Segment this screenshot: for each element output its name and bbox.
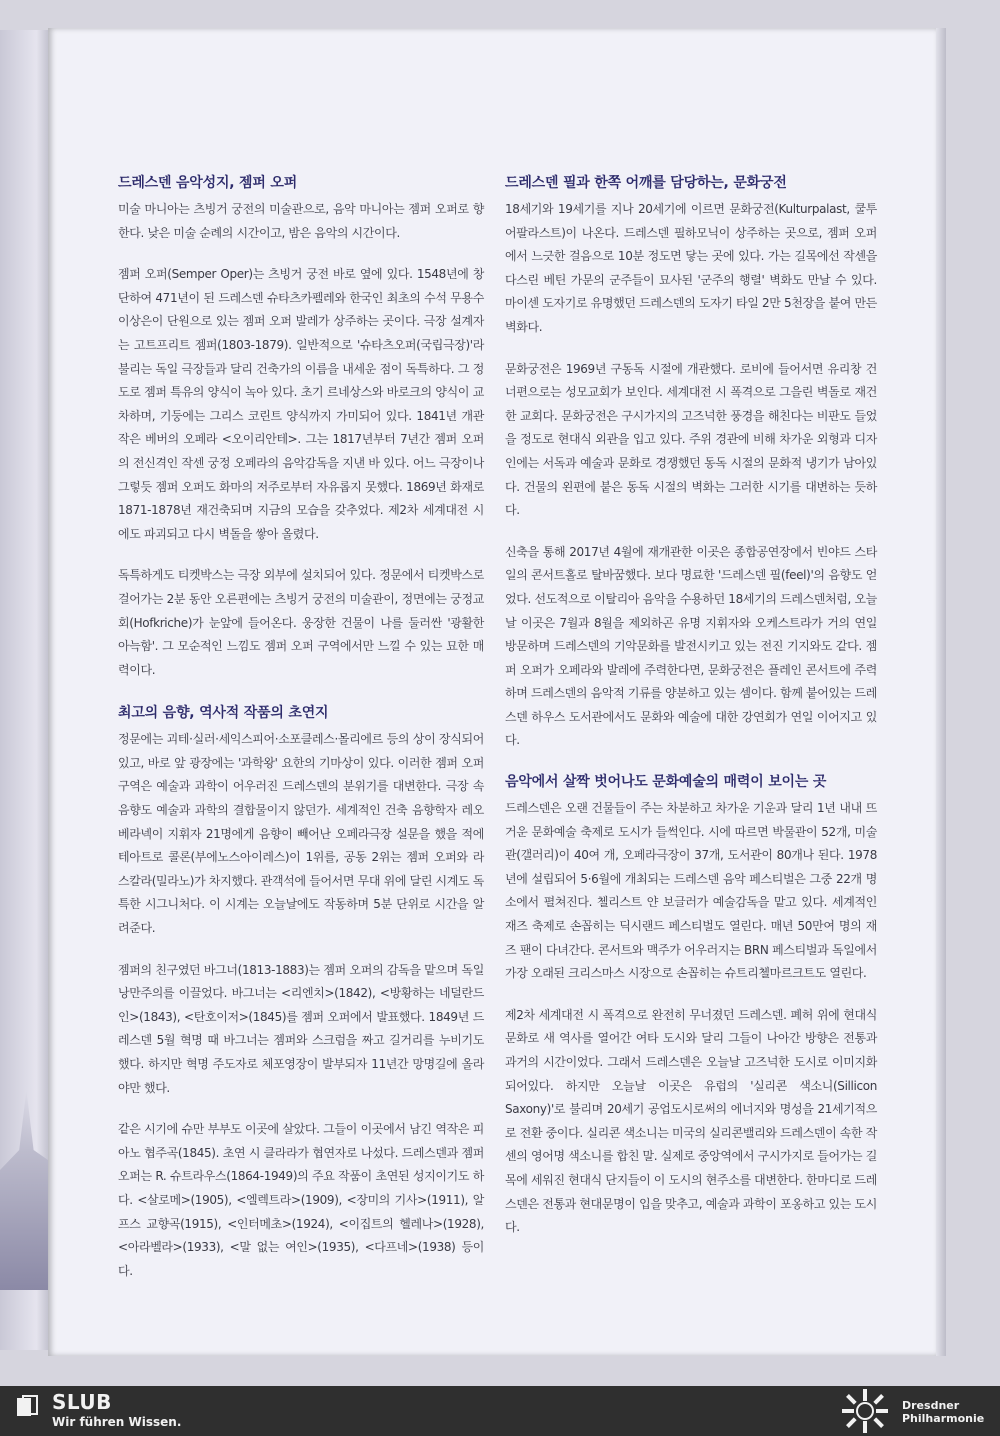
paragraph: 젬퍼 오퍼(Semper Oper)는 츠빙거 궁전 바로 옆에 있다. 1548년에 창단하여 471년이 된 드레스덴 슈타츠카펠레와 한국인 최초의 수석 무용수 이상은이 단원으로 있는 젬퍼 오퍼 발레가 상주하는 곳이다. 극장 설계자는 고트프리트 젬퍼(1803-1879). 일반적으로 '슈타츠오퍼(국립극장)'라 불리는 독일 극장들과 달리 건축가의 이름을 내세운 점이 독특하다. 그 정도로 젬퍼 특유의 양식이 녹아 있다. 초기 르네상스와 바로크의 양식이 교차하며, 기둥에는 그리스 코린트 양식까지 가미되어 있다. 1841년 개관작은 베버의 오페라 <오이리안테>. 그는 1817년부터 7년간 젬퍼 오퍼의 전신격인 작센 궁정 오페라의 음악감독을 지낸 바 있다. 어느 극장이나 그렇듯 젬퍼 오퍼도 화마의 저주로부터 자유롭지 못했다. 1869년 화재로 1871-1878년 재건축되며 지금의 모습을 갖추었다. 제2차 세계대전 시에도 파괴되고 다시 벽돌을 쌓아 올렸다. — [118, 267, 484, 541]
paragraph: 신축을 통해 2017년 4월에 재개관한 이곳은 종합공연장에서 빈야드 스타일의 콘서트홀로 탈바꿈했다. 보다 명료한 '드레스덴 필(feel)'의 음향도 얻었다. 선도적으로 이탈리아 음악을 수용하던 18세기의 드레스덴처럼, 오늘날 이곳은 7월과 8월을 제외하곤 유명 지휘자와 오케스트라가 거의 연일 방문하며 드레스덴의 기악문화를 발전시키고 있는 전진 기지와도 같다. 젬퍼 오퍼가 오페라와 발레에 주력한다면, 문화궁전은 플레인 콘서트에 주력하며 드레스덴의 음악적 기류를 양분하고 있는 셈이다. 함께 붙어있는 드레스덴 하우스 도서관에서도 문화와 예술에 대한 강연회가 연일 이어지고 있다. — [505, 544, 877, 748]
paragraph: 18세기와 19세기를 지나 20세기에 이르면 문화궁전(Kulturpalast, 쿨투어팔라스트)이 나온다. 드레스덴 필하모닉이 상주하는 곳으로, 젬퍼 오퍼에서 느긋한 걸음으로 10분 정도면 닿는 곳에 있다. 가는 길목에선 작센을 다스린 베틴 가문의 군주들이 묘사된 '군주의 행렬' 벽화도 만날 수 있다. 마이센 도자기로 유명했던 드레스덴의 도자기 타일 2만 5천장을 붙여 만든 벽화다. — [505, 202, 877, 334]
paragraph: 문화궁전은 1969년 구동독 시절에 개관했다. 로비에 들어서면 유리창 건너편으로는 성모교회가 보인다. 세계대전 시 폭격으로 그을린 벽돌로 재건한 교회다. 문화궁전은 구시가지의 고즈넉한 풍경을 해친다는 비판도 들었을 정도로 현대식 외관을 입고 있다. 주위 경관에 비해 차가운 외형과 디자인에는 서독과 예술과 문화로 경쟁했던 동독 시절의 문화적 냉기가 남아있다. 건물의 왼편에 붙은 동독 시절의 벽화는 그러한 시기를 대변하는 듯하다. — [505, 361, 877, 518]
paragraph: 미술 마니아는 츠빙거 궁전의 미술관으로, 음악 마니아는 젬퍼 오퍼로 향한다. 낮은 미술 순례의 시간이고, 밤은 음악의 시간이다. — [118, 202, 484, 240]
paragraph: 젬퍼의 친구였던 바그너(1813-1883)는 젬퍼 오퍼의 감독을 맡으며 독일 낭만주의를 이끌었다. 바그너는 <리엔치>(1842), <방황하는 네덜란드인>(1843), <탄호이저>(1845)를 젬퍼 오퍼에서 발표했다. 1849년 드레스덴 5월 혁명 때 바그너는 젬퍼와 스크럼을 짜고 길거리를 누비기도 했다. 하지만 혁명 주도자로 체포영장이 발부되자 11년간 망명길에 올라야만 했다. — [118, 962, 484, 1095]
section-heading-semper-oper: 드레스덴 음악성지, 젬퍼 오퍼 — [118, 175, 298, 191]
paragraph: 드레스덴은 오랜 건물들이 주는 차분하고 차가운 기운과 달리 1년 내내 뜨거운 문화예술 축제로 도시가 들썩인다. 시에 따르면 박물관이 52개, 미술관(갤러리)이 40여 개, 오페라극장이 37개, 도서관이 80개나 된다. 1978년에 설립되어 5·6월에 개최되는 드레스덴 음악 페스티벌은 그중 22개 명소에서 펼쳐진다. 첼리스트 얀 보글러가 예술감독을 맡고 있다. 세계적인 재즈 축제로 손꼽히는 딕시랜드 페스티벌도 열린다. 매년 50만여 명의 재즈 팬이 다녀간다. 콘서트와 맥주가 어우러지는 BRN 페스티벌과 독일에서 가장 오래된 크리스마스 시장으로 손꼽히는 슈트리첼마르크트도 열린다. — [505, 801, 877, 981]
slub-book-icon — [14, 1394, 40, 1420]
section-heading-kulturpalast: 드레스덴 필과 한쪽 어깨를 담당하는, 문화궁전 — [505, 175, 787, 191]
paragraph: 독특하게도 티켓박스는 극장 외부에 설치되어 있다. 정문에서 티켓박스로 걸어가는 2분 동안 오른편에는 츠빙거 궁전의 미술관이, 정면에는 궁정교회(Hofkriche)가 눈앞에 들어온다. 웅장한 건물이 나를 둘러싼 '광활한 아늑함'. 그 모순적인 느낌도 젬퍼 오퍼 구역에서만 느낄 수 있는 묘한 매력이다. — [118, 568, 484, 677]
philharmonie-logo-icon — [836, 1387, 894, 1435]
right-column — [505, 172, 877, 1258]
paragraph: 정문에는 괴테·실러·세익스피어·소포클레스·몰리에르 등의 상이 장식되어 있고, 바로 앞 광장에는 '과학왕' 요한의 기마상이 있다. 이러한 젬퍼 오퍼 구역은 예술과 과학이 어우러진 드레스덴의 분위기를 대변한다. 극장 속 음향도 예술과 과학의 결합물이지 않던가. 세계적인 건축 음향학자 레오 베라넥이 지휘자 21명에게 음향이 빼어난 오페라극장 설문을 했을 적에 테아트로 콜론(부에노스아이레스)이 1위를, 공동 2위는 젬퍼 오퍼와 라 스칼라(밀라노)가 차지했다. 관객석에 들어서면 무대 위에 달린 시계도 독특한 시그니처다. 이 시계는 오늘날에도 작동하며 5분 단위로 시간을 알려준다. — [118, 732, 484, 936]
left-column — [118, 172, 484, 1301]
paragraph: 제2차 세계대전 시 폭격으로 완전히 무너졌던 드레스덴. 폐허 위에 현대식 문화로 새 역사를 열어간 여타 도시와 달리 그들이 나아간 방향은 전통과 과거의 시간이었다. 그래서 드레스덴은 오늘날 고즈넉한 도시로 이미지화 되어있다. 하지만 오늘날 이곳은 유럽의 '실리콘 색소니(Sillicon Saxony)'로 불리며 20세기 공업도시로써의 에너지와 명성을 21세기적으로 전환 중이다. 실리콘 색소니는 미국의 실리콘밸리와 드레스덴이 속한 작센의 영어명 색소니를 합친 말. 실제로 중앙역에서 구시가지로 들어가는 길목에 세워진 현대식 단지들이 이 도시의 현주소를 대변한다. 한마디로 드레스덴은 전통과 현대문명이 입을 맞추고, 예술과 과학이 포옹하고 있는 도시다. — [505, 1007, 877, 1235]
section-heading-culture: 음악에서 살짝 벗어나도 문화예술의 매력이 보이는 곳 — [505, 774, 827, 791]
slub-tagline: Wir führen Wissen. — [52, 1415, 182, 1429]
section-heading-acoustics: 최고의 음향, 역사적 작품의 초연지 — [118, 705, 329, 722]
slub-logo-text: SLUB — [52, 1390, 112, 1414]
cathedral-silhouette-image — [0, 1090, 48, 1290]
philharmonie-line-2: Philharmonie — [902, 1412, 985, 1425]
left-page-edge — [0, 30, 53, 1350]
page-edge-right — [936, 28, 946, 1356]
philharmonie-logo-text — [902, 1399, 984, 1425]
paragraph: 같은 시기에 슈만 부부도 이곳에 살았다. 그들이 이곳에서 남긴 역작은 피아노 협주곡(1845). 초연 시 클라라가 협연자로 나섰다. 드레스덴과 젬퍼 오퍼는 R. 슈트라우스(1864-1949)의 주요 작품이 초연된 성지이기도 하다. <살로메>(1905), <엘렉트라>(1909), <장미의 기사>(1911), 알프스 교향곡(1915), <인터메초>(1924), <이집트의 헬레나>(1928), <아라벨라>(1933), <말 없는 여인>(1935), <다프네>(1938) 등이다. — [118, 1122, 484, 1278]
philharmonie-line-1: Dresdner — [902, 1399, 960, 1412]
